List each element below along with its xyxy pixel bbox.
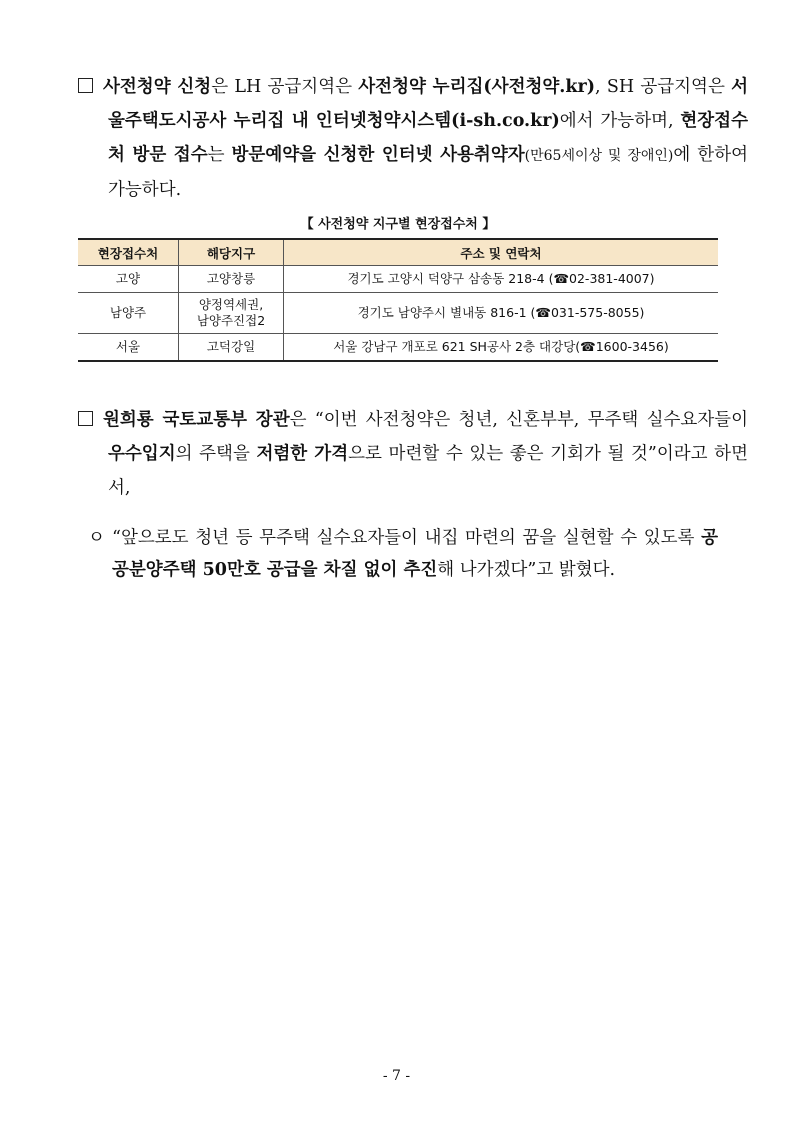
table-row xyxy=(78,334,718,362)
cell-address: 서울 강남구 개포로 621 SH공사 2층 대강당(☎1600-3456) xyxy=(284,334,719,362)
phone-icon: ☎ xyxy=(535,305,551,320)
paragraph-application: 사전청약 신청은 LH 공급지역은 사전청약 누리집(사전청약.kr), SH 공급지역은 서울주택도시공사 누리집 내 인터넷청약시스템(i-sh.co.kr)에서 가능하며, 현장접수처 방문 접수는 방문예약을 신청한 인터넷 사용취약자(만65세이상 및 장애인)에 한하여 가능하다. xyxy=(78,70,748,207)
cell-district: 고덕강일 xyxy=(179,334,284,362)
cell-place: 남양주 xyxy=(78,293,179,334)
cell-district: 양정역세권, 남양주진접2 xyxy=(179,293,284,334)
cell-place: 고양 xyxy=(78,266,179,293)
checkbox-square-icon xyxy=(78,78,93,93)
paragraph-minister-quote: 원희룡 국토교통부 장관은 “이번 사전청약은 청년, 신혼부부, 무주택 실수요자들이 우수입지의 주택을 저렴한 가격으로 마련할 수 있는 좋은 기회가 될 것”이라고 하면서, xyxy=(78,403,748,505)
table-row xyxy=(78,293,718,334)
cell-district: 고양창릉 xyxy=(179,266,284,293)
header-district: 해당지구 xyxy=(179,239,284,266)
bullet-mark: ㅇ xyxy=(88,528,105,548)
cell-place: 서울 xyxy=(78,334,179,362)
table-row xyxy=(78,266,718,293)
table-caption: 【 사전청약 지구별 현장접수처 】 xyxy=(300,217,496,232)
cell-address: 경기도 남양주시 별내동 816-1 (☎031-575-8055) xyxy=(284,293,719,334)
page-number: - 7 - xyxy=(382,1068,411,1084)
onsite-office-table xyxy=(78,238,718,362)
table-header-row xyxy=(78,239,718,266)
checkbox-square-icon xyxy=(78,411,93,426)
bullet-quote: ㅇ “앞으로도 청년 등 무주택 실수요자들이 내집 마련의 꿈을 실현할 수 있도록 공공분양주택 50만호 공급을 차질 없이 추진해 나가겠다”고 밝혔다. xyxy=(88,522,718,586)
phone-icon: ☎ xyxy=(580,339,596,354)
header-address: 주소 및 연락처 xyxy=(284,239,719,266)
cell-address: 경기도 고양시 덕양구 삼송동 218-4 (☎02-381-4007) xyxy=(284,266,719,293)
header-place: 현장접수처 xyxy=(78,239,179,266)
phone-icon: ☎ xyxy=(553,271,570,286)
